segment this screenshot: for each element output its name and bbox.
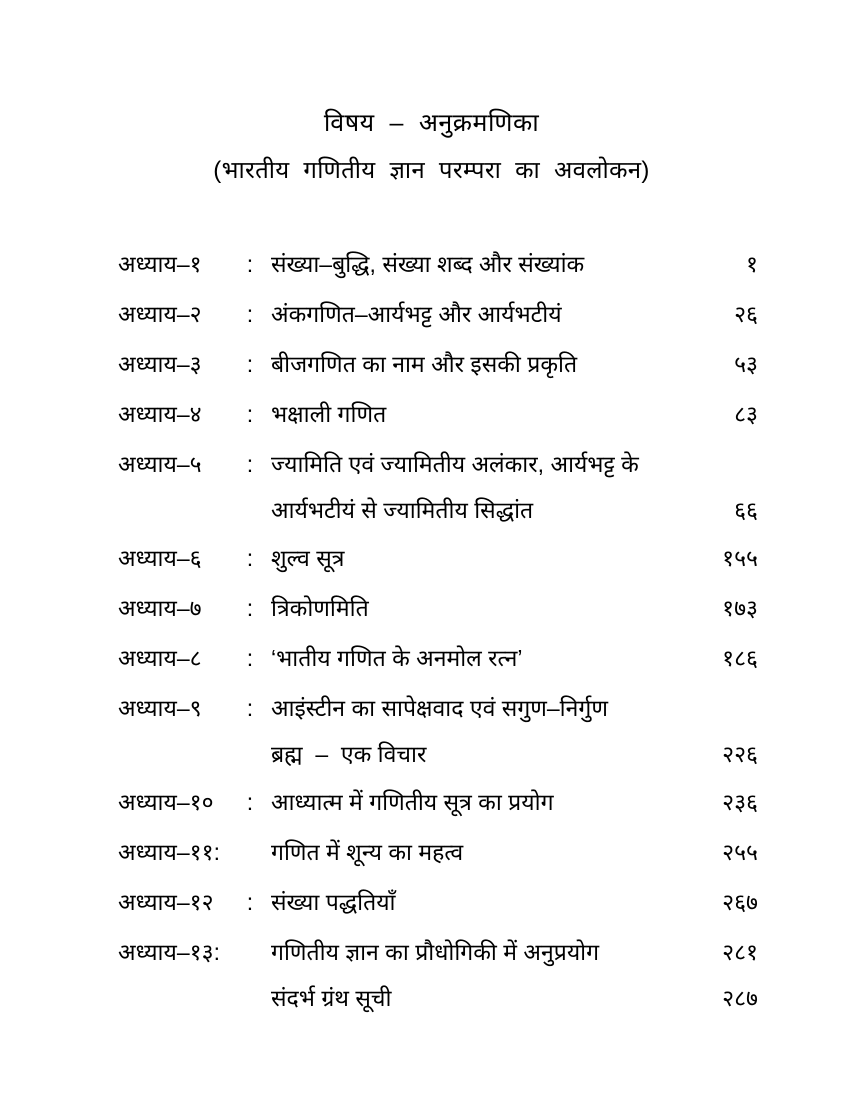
chapter-label: अध्याय–३ <box>118 351 202 377</box>
chapter-page-number[interactable]: १५५ <box>722 545 758 571</box>
chapter-page-number[interactable]: २८१ <box>722 939 758 965</box>
chapter-label: अध्याय–१ <box>118 251 202 277</box>
chapter-colon: : <box>246 251 254 277</box>
chapter-label: अध्याय–७ <box>118 595 202 621</box>
toc-entry[interactable] <box>118 240 758 290</box>
chapter-page-number[interactable]: २३६ <box>722 789 758 815</box>
chapter-title[interactable]: आइंस्टीन का सापेक्षवाद एवं सगुण–निर्गुण <box>271 695 608 721</box>
toc-entry[interactable] <box>118 584 758 634</box>
chapter-colon: : <box>246 451 254 477</box>
chapter-title[interactable]: संख्या–बुद्धि, संख्या शब्द और संख्यांक <box>271 251 585 277</box>
chapter-title[interactable]: बीजगणित का नाम और इसकी प्रकृति <box>271 351 578 377</box>
chapter-label: अध्याय–११: <box>118 839 220 865</box>
chapter-colon: : <box>246 695 254 721</box>
chapter-page-number[interactable]: ६६ <box>734 497 758 523</box>
toc-entry[interactable] <box>118 340 758 390</box>
chapter-label: अध्याय–४ <box>118 401 202 427</box>
chapter-title[interactable]: ‘भातीय गणित के अनमोल रत्न’ <box>271 645 523 671</box>
chapter-colon: : <box>246 645 254 671</box>
toc-entry[interactable] <box>118 928 758 978</box>
chapter-page-number[interactable]: २२६ <box>722 741 758 767</box>
chapter-page-number[interactable]: ५३ <box>734 351 758 377</box>
toc-entry-continuation[interactable] <box>118 978 758 1022</box>
toc-entry[interactable] <box>118 290 758 340</box>
chapter-title-continued[interactable]: संदर्भ ग्रंथ सूची <box>271 985 392 1011</box>
chapter-colon: : <box>246 301 254 327</box>
chapter-label: अध्याय–१० <box>118 789 214 815</box>
chapter-label: अध्याय–१३: <box>118 939 220 965</box>
table-of-contents <box>118 240 758 1022</box>
chapter-colon: : <box>246 789 254 815</box>
toc-entry[interactable] <box>118 634 758 684</box>
chapter-page-number[interactable]: २६ <box>734 301 758 327</box>
toc-entry[interactable] <box>118 778 758 828</box>
chapter-title[interactable]: आध्यात्म में गणितीय सूत्र का प्रयोग <box>271 789 554 815</box>
toc-entry[interactable] <box>118 390 758 440</box>
chapter-page-number[interactable]: १ <box>746 251 758 277</box>
chapter-title[interactable]: शुल्व सूत्र <box>271 545 345 571</box>
toc-entry[interactable] <box>118 534 758 584</box>
chapter-colon: : <box>246 545 254 571</box>
chapter-page-number[interactable]: ८३ <box>734 401 758 427</box>
toc-entry[interactable] <box>118 440 758 490</box>
chapter-title-continued[interactable]: ब्रह्म – एक विचार <box>271 741 427 767</box>
toc-entry-continuation[interactable] <box>118 490 758 534</box>
toc-entry-continuation[interactable] <box>118 734 758 778</box>
toc-entry[interactable] <box>118 684 758 734</box>
chapter-label: अध्याय–२ <box>118 301 202 327</box>
chapter-label: अध्याय–१२ <box>118 889 214 915</box>
page-title: विषय – अनुक्रमणिका <box>323 109 540 137</box>
chapter-page-number[interactable]: १७३ <box>722 595 758 621</box>
page-heading <box>0 106 863 188</box>
chapter-label: अध्याय–५ <box>118 451 202 477</box>
toc-entry[interactable] <box>118 878 758 928</box>
page-subtitle: (भारतीय गणितीय ज्ञान परम्परा का अवलोकन) <box>213 157 650 184</box>
chapter-title[interactable]: गणित में शून्य का महत्व <box>271 839 464 865</box>
chapter-page-number[interactable]: १८६ <box>722 645 758 671</box>
chapter-title[interactable]: ज्यामिति एवं ज्यामितीय अलंकार, आर्यभट्ट के <box>271 451 639 477</box>
chapter-title[interactable]: त्रिकोणमिति <box>271 595 369 621</box>
toc-entry[interactable] <box>118 828 758 878</box>
chapter-title[interactable]: संख्या पद्धतियाँ <box>271 889 396 915</box>
chapter-title[interactable]: भक्षाली गणित <box>271 401 387 427</box>
chapter-label: अध्याय–६ <box>118 545 202 571</box>
chapter-colon: : <box>246 595 254 621</box>
chapter-title[interactable]: अंकगणित–आर्यभट्ट और आर्यभटीयं <box>271 301 562 327</box>
chapter-colon: : <box>246 401 254 427</box>
chapter-page-number[interactable]: २६७ <box>722 889 758 915</box>
chapter-page-number[interactable]: २८७ <box>722 985 758 1011</box>
chapter-label: अध्याय–८ <box>118 645 202 671</box>
chapter-colon: : <box>246 889 254 915</box>
chapter-title-continued[interactable]: आर्यभटीयं से ज्यामितीय सिद्धांत <box>271 497 534 523</box>
chapter-label: अध्याय–९ <box>118 695 202 721</box>
chapter-page-number[interactable]: २५५ <box>722 839 758 865</box>
chapter-colon: : <box>246 351 254 377</box>
chapter-title[interactable]: गणितीय ज्ञान का प्रौधोगिकी में अनुप्रयोग <box>271 939 600 965</box>
